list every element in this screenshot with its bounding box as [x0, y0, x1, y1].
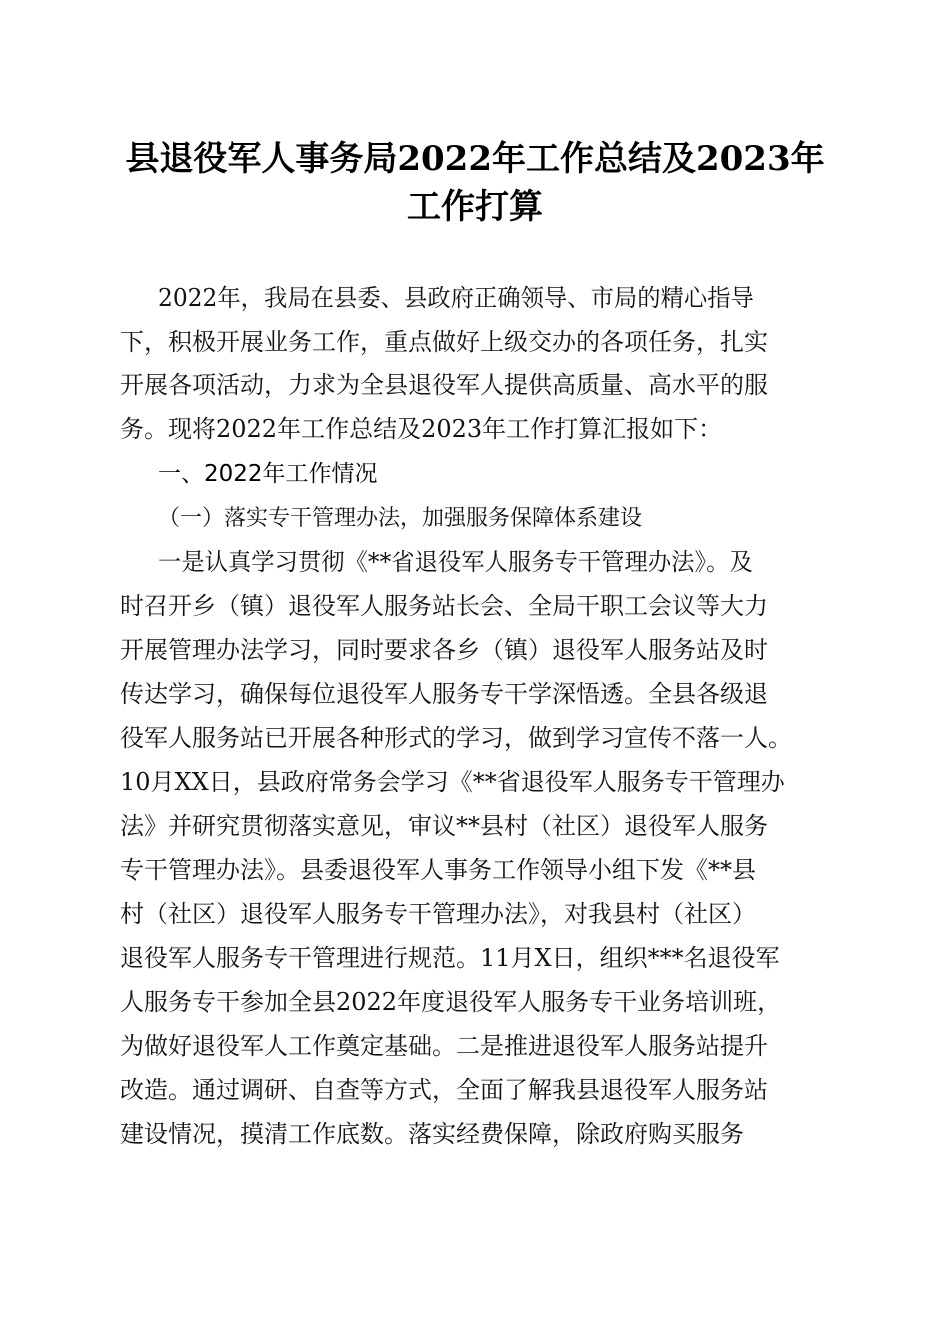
intro-line-3: 开展各项活动，力求为全县退役军人提供高质量、高水平的服 [120, 371, 768, 399]
body-line: 一是认真学习贯彻《**省退役军人服务专干管理办法》。及 [158, 548, 753, 576]
body-line: 退役军人服务专干管理进行规范。11月X日，组织***名退役军 [120, 944, 780, 972]
body-line: 10月XX日，县政府常务会学习《**省退役军人服务专干管理办 [120, 768, 785, 796]
section-heading: 一、2022年工作情况 [158, 461, 378, 487]
subsection-heading: （一）落实专干管理办法，加强服务保障体系建设 [158, 506, 643, 531]
body-line: 为做好退役军人工作奠定基础。二是推进退役军人服务站提升 [120, 1032, 768, 1060]
body-line: 开展管理办法学习，同时要求各乡（镇）退役军人服务站及时 [120, 636, 768, 664]
body-line: 法》并研究贯彻落实意见，审议**县村（社区）退役军人服务 [120, 812, 768, 840]
body-line: 改造。通过调研、自查等方式，全面了解我县退役军人服务站 [120, 1076, 768, 1104]
document-title-line-1: 县退役军人事务局2022年工作总结及2023年 [125, 139, 825, 179]
body-line: 人服务专干参加全县2022年度退役军人服务专干业务培训班， [120, 988, 782, 1016]
body-line: 役军人服务站已开展各种形式的学习，做到学习宣传不落一人。 [120, 724, 792, 752]
body-line: 建设情况，摸清工作底数。落实经费保障，除政府购买服务 [120, 1120, 744, 1148]
body-line: 传达学习，确保每位退役军人服务专干学深悟透。全县各级退 [120, 680, 768, 708]
body-line: 时召开乡（镇）退役军人服务站长会、全局干职工会议等大力 [120, 592, 768, 620]
body-line: 村（社区）退役军人服务专干管理办法》，对我县村（社区） [120, 900, 756, 928]
body-line: 专干管理办法》。县委退役军人事务工作领导小组下发《**县 [120, 856, 756, 884]
intro-line-4: 务。现将2022年工作总结及2023年工作打算汇报如下： [120, 415, 723, 443]
intro-line-2: 下，积极开展业务工作，重点做好上级交办的各项任务，扎实 [120, 328, 768, 356]
intro-line-1: 2022年，我局在县委、县政府正确领导、市局的精心指导 [158, 284, 754, 312]
document-title-line-2: 工作打算 [407, 187, 543, 227]
